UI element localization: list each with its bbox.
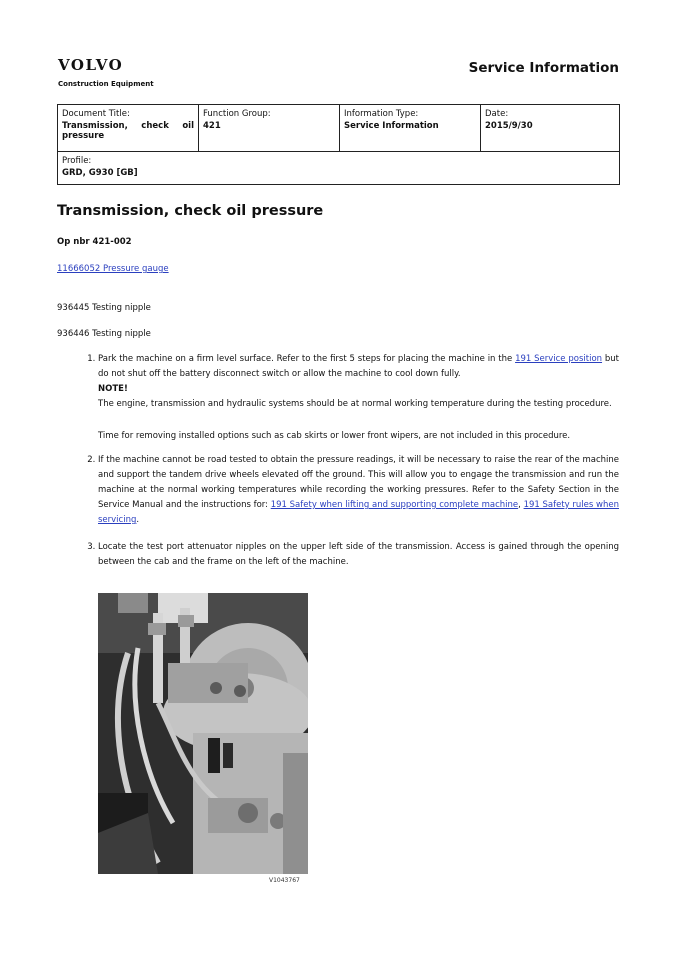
safety-servicing-link[interactable]: 191 Safety rules when servicing [98,500,619,525]
profile-value: GRD, G930 [GB] [62,168,138,178]
step-2-end: . [136,515,140,525]
transmission-photo [98,593,308,874]
service-position-link[interactable]: 191 Service position [515,354,603,364]
function-group-value: 421 [203,121,221,131]
volvo-logo: VOLVO [58,56,124,74]
step-1-text-a: Park the machine on a firm level surface. Refer to the first 5 steps for placing the machine in the [98,354,516,364]
function-group-cell [199,105,340,152]
page-title: Transmission, check oil pressure [57,203,324,219]
step-2-text: If the machine cannot be road tested to obtain the pressure readings, it will be necessary to raise the rear of the machine and support the tandem drive wheels elevated off the ground. This will allow you to engage the transmission and run the machine at the normal working temperatures while recording the working pressures. Refer to the Safety Section in the Service Manual and the instructions for: [98,455,619,510]
step-3-text: Locate the test port attenuator nipples on the upper left side of the transmission. Access is gained through the opening between the cab and the frame on the left of the machine. [98,542,619,567]
step-2-sep: , [518,500,524,510]
profile-cell [58,152,620,185]
date-cell [481,105,620,152]
information-type-label: Information Type: [344,109,419,119]
page-header [57,56,619,96]
logo-subtitle: Construction Equipment [58,80,154,88]
step-2 [98,453,619,528]
date-label: Date: [485,109,509,119]
procedure-steps [57,352,619,570]
step-1-text-b: but do not shut off the battery disconnect switch or allow the machine to cool down fully. [98,354,619,379]
note-heading: NOTE! [98,384,128,394]
document-info-table [57,104,620,185]
testing-nipple-1: 936445 Testing nipple [57,303,151,313]
pressure-gauge-link[interactable]: 11666052 Pressure gauge [57,264,169,274]
profile-label: Profile: [62,156,92,166]
date-value: 2015/9/30 [485,121,533,131]
service-information-title: Service Information [468,60,619,76]
op-number: Op nbr 421-002 [57,237,132,247]
transmission-photo-drawing [98,593,308,874]
document-title-value: Transmission, check oil pressure [62,121,194,141]
step-3 [98,540,619,570]
step-1 [98,352,619,444]
information-type-cell [340,105,481,152]
safety-lifting-link[interactable]: 191 Safety when lifting and supporting complete machine [270,500,519,510]
function-group-label: Function Group: [203,109,271,119]
step-1-extra: Time for removing installed options such as cab skirts or lower front wipers, are not included in this procedure. [98,431,571,441]
figure-caption: V1043767 [269,877,300,884]
document-title-cell [58,105,199,152]
testing-nipple-2: 936446 Testing nipple [57,329,151,339]
note-text: The engine, transmission and hydraulic systems should be at normal working temperature during the testing procedure. [98,399,612,409]
information-type-value: Service Information [344,121,439,131]
document-title-label: Document Title: [62,109,130,119]
